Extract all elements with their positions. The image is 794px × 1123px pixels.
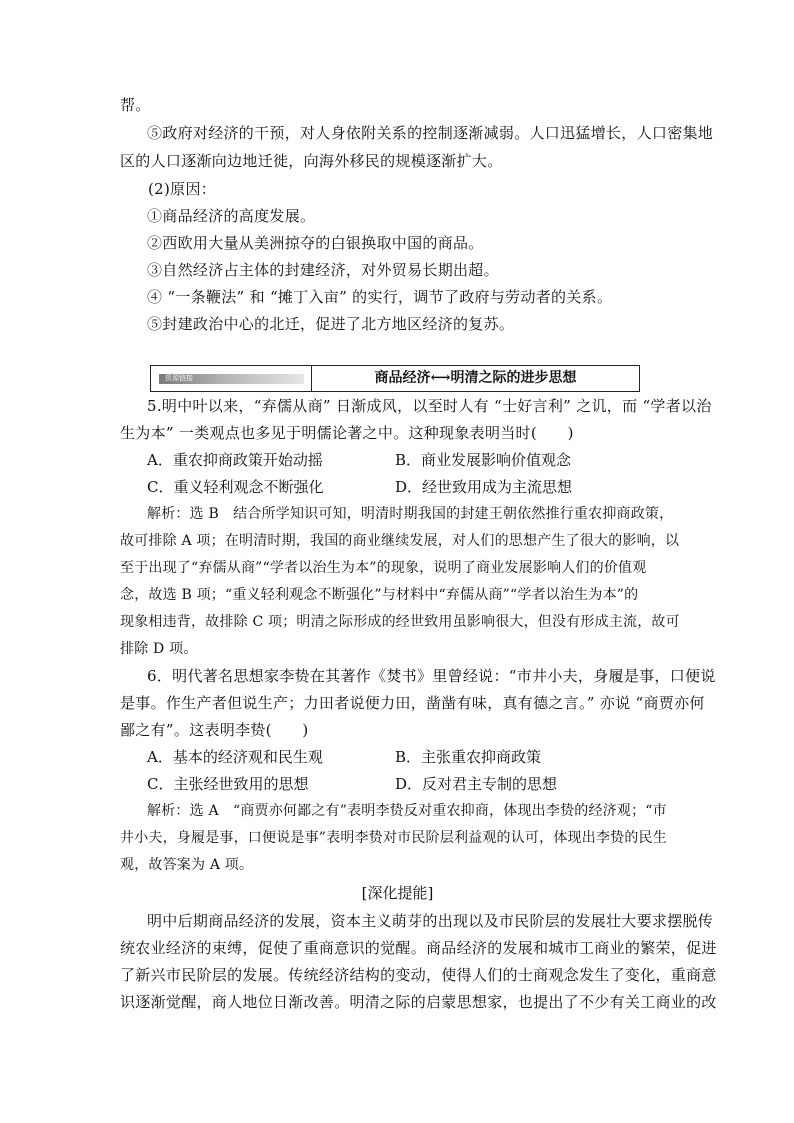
question-5-stem: 生为本” 一类观点也多见于明儒论著之中。这种现象表明当时( ): [120, 424, 574, 442]
subheading-causes: (2)原因：: [148, 180, 217, 198]
option-b: B．主张重农抑商政策: [395, 748, 542, 766]
text-line: 帮。: [120, 96, 151, 114]
list-item: ⑤封建政治中心的北迁，促进了北方地区经济的复苏。: [147, 315, 515, 333]
paragraph-line: 统农业经济的束缚，促使了重商意识的觉醒。商品经济的发展和城市工商业的繁荣，促进: [120, 939, 717, 957]
question-6-stem: 6．明代著名思想家李贽在其著作《焚书》里曾经说：“市井小夫，身履是事，口便说: [147, 667, 716, 685]
answer-explanation: 井小夫，身履是事，口便说是事”表明李贽对市民阶层利益观的认可，体现出李贽的民生: [120, 830, 667, 846]
answer-explanation: 故可排除 A 项；在明清时期，我国的商业继续发展，对人们的思想产生了很大的影响，以: [120, 533, 680, 549]
banner-title: 商品经济⟷明清之际的进步思想: [374, 370, 577, 386]
list-item: ③自然经济占主体的封建经济，对外贸易长期出超。: [147, 261, 499, 279]
banner-tag: 资源链接: [159, 374, 304, 384]
option-a: A．基本的经济观和民生观: [147, 748, 323, 766]
list-item: ①商品经济的高度发展。: [147, 207, 316, 225]
text-line: ⑤政府对经济的干预，对人身依附关系的控制逐渐减弱。人口迅猛增长，人口密集地: [147, 124, 714, 142]
paragraph-line: 识逐渐觉醒，商人地位日渐改善。明清之际的启蒙思想家，也提出了不少有关工商业的改: [120, 993, 717, 1011]
option-a: A．重农抑商政策开始动摇: [147, 451, 323, 469]
answer-explanation: 排除 D 项。: [120, 641, 198, 657]
answer-explanation: 解析：选 B 结合所学知识可知，明清时期我国的封建王朝依然推行重农抑商政策，: [147, 506, 674, 522]
answer-explanation: 念，故选 B 项；“重义轻利观念不断强化”与材料中“弃儒从商”“学者以治生为本”的: [120, 587, 639, 603]
option-d: D．反对君主专制的思想: [395, 775, 558, 793]
list-item: ④ “一条鞭法” 和 “摊丁入亩” 的实行，调节了政府与劳动者的关系。: [147, 288, 613, 306]
option-d: D．经世致用成为主流思想: [395, 478, 573, 496]
option-c: C．重义轻利观念不断强化: [147, 478, 324, 496]
text-line: 区的人口逐渐向边地迁徙，向海外移民的规模逐渐扩大。: [120, 152, 503, 170]
answer-explanation: 观，故答案为 A 项。: [120, 857, 254, 873]
section-heading: [深化提能]: [361, 884, 434, 902]
option-c: C．主张经世致用的思想: [147, 775, 309, 793]
section-banner: [150, 365, 640, 392]
list-item: ②西欧用大量从美洲掠夺的白银换取中国的商品。: [147, 234, 484, 252]
paragraph-line: 了新兴市民阶层的发展。传统经济结构的变动，使得人们的士商观念发生了变化，重商意: [120, 966, 717, 984]
answer-explanation: 至于出现了“弃儒从商”“学者以治生为本”的现象，说明了商业发展影响人们的价值观: [120, 560, 647, 576]
question-6-stem: 是事。作生产者但说生产；力田者说便力田，凿凿有味，真有德之言。” 亦说 “商贾亦何: [120, 694, 705, 712]
question-5-stem: 5.明中叶以来，“弃儒从商” 日渐成风，以至时人有 “士好言利” 之讥，而 “学者以治: [147, 397, 712, 415]
paragraph-line: 明中后期商品经济的发展，资本主义萌芽的出现以及市民阶层的发展壮大要求摆脱传: [147, 912, 714, 930]
answer-explanation: 解析：选 A “商贾亦何鄙之有”表明李贽反对重农抑商，体现出李贽的经济观；“市: [147, 803, 667, 819]
answer-explanation: 现象相违背，故排除 C 项；明清之际形成的经世致用虽影响很大，但没有形成主流，故可: [120, 614, 680, 630]
option-b: B．商业发展影响价值观念: [395, 451, 572, 469]
question-6-stem: 鄙之有”。这表明李贽( ): [120, 721, 309, 739]
